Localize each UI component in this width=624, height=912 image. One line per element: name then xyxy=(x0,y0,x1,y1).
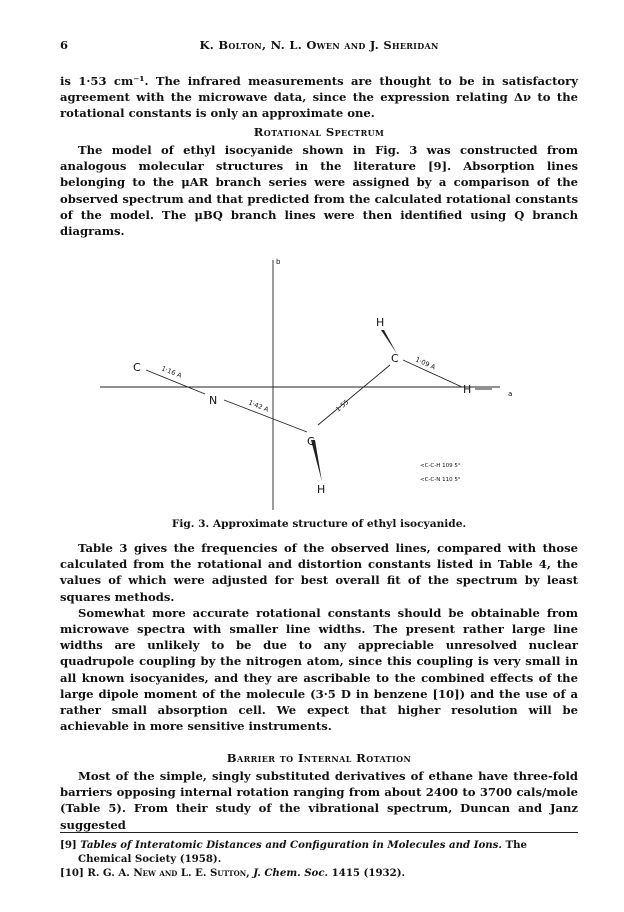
atom-h-top-label: H xyxy=(376,316,385,329)
atom-c2-label: C xyxy=(307,435,315,448)
footnote-9-number: [9] xyxy=(60,839,77,851)
section1-paragraph-block xyxy=(60,142,578,239)
section1-paragraph: The model of ethyl isocyanide shown in Fig. 3 was constructed from analogous molecular structures in the literature [9]. Absorption lines belonging to the μAR branch series were assigned by a comparison of the observed spectrum and that predicted from the calculated rotational constants of the model. The μBQ branch lines were then identified using Q branch diagrams. xyxy=(60,143,578,239)
footnote-10-rest: 1415 (1932). xyxy=(331,867,406,879)
axis-a-label: a xyxy=(508,390,513,398)
figure-caption: Fig. 3. Approximate structure of ethyl isocyanide. xyxy=(171,518,467,530)
section1-continued-block xyxy=(60,540,578,734)
axis-b-label: b xyxy=(276,258,281,266)
section2-paragraph: Most of the simple, singly substituted derivatives of ethane have three-fold barriers opposing internal rotation ranging from about 2400 to 3700 cals/mole (Table 5). From their study of the vibrational spectrum, Duncan and Janz suggested xyxy=(60,769,578,832)
section1-paragraph-resolution: Somewhat more accurate rotational constants should be obtainable from microwave spectra with smaller line widths. The present rather large line widths are unlikely to be due to any appreciable unresolved nuclear quadrupole coupling by the nitrogen atom, since this coupling is very small in all known isocyanides, and they are ascribable to the combined effects of the large dipole moment of the molecule (3·5 D in benzene [10]) and the use of a rather small absorption cell. We expect that higher resolution will be achievable in more sensitive instruments. xyxy=(60,605,578,734)
bond-length-nc: 1·42 A xyxy=(247,398,270,414)
footnote-rule xyxy=(60,832,578,833)
atom-c3-label: C xyxy=(391,352,399,365)
bond-length-cc: 1·55 xyxy=(334,398,351,414)
section-heading-barrier: Barrier to Internal Rotation xyxy=(226,751,412,765)
atom-n-label: N xyxy=(209,394,218,407)
section2-paragraph-block xyxy=(60,768,578,833)
atom-h-bottom-label: H xyxy=(317,483,326,496)
atom-h-right-label: H xyxy=(463,383,472,396)
molecule-diagram xyxy=(60,252,578,514)
angle-cch-label: <C-C-H 109 5° xyxy=(420,463,461,469)
bond-length-ch: 1·09 A xyxy=(414,355,437,372)
atom-c1-label: C xyxy=(133,361,141,374)
figure-3 xyxy=(60,252,578,514)
running-title: K. Bolton, N. L. Owen and J. Sheridan xyxy=(199,38,439,52)
section-heading-rotational-spectrum: Rotational Spectrum xyxy=(253,125,385,139)
wedge-c3-h-top xyxy=(381,330,397,354)
footnote-10-authors: R. G. A. New and L. E. Sutton, xyxy=(87,867,250,879)
footnote-10-number: [10] xyxy=(60,867,84,879)
footnote-9 xyxy=(60,838,578,866)
section1-paragraph-table3: Table 3 gives the frequencies of the observed lines, compared with those calculated from the rotational and distortion constants listed in Table 4, the values of which were adjusted for best overall fit of the spectrum by least squares methods. xyxy=(60,541,578,604)
footnote-9-rest: The Chemical Society (1958). xyxy=(78,839,527,865)
intro-paragraph: is 1·53 cm⁻¹. The infrared measurements are thought to be in satisfactory agreement with the microwave data, since the expression relating Δν to the rotational constants is only an approximate one. xyxy=(60,74,578,121)
footnotes xyxy=(60,838,578,880)
bond-c2-c3 xyxy=(318,365,390,425)
page-header xyxy=(60,38,578,54)
intro-paragraph-block xyxy=(60,73,578,122)
footnote-10-journal: J. Chem. Soc. xyxy=(253,867,329,879)
bond-length-cn: 1·16 A xyxy=(160,364,183,380)
footnote-9-title: Tables of Interatomic Distances and Configuration in Molecules and Ions. xyxy=(80,839,502,851)
page-number: 6 xyxy=(60,38,69,52)
angle-ccn-label: <C-C-N 110 5° xyxy=(420,477,461,483)
footnote-10 xyxy=(60,866,578,880)
